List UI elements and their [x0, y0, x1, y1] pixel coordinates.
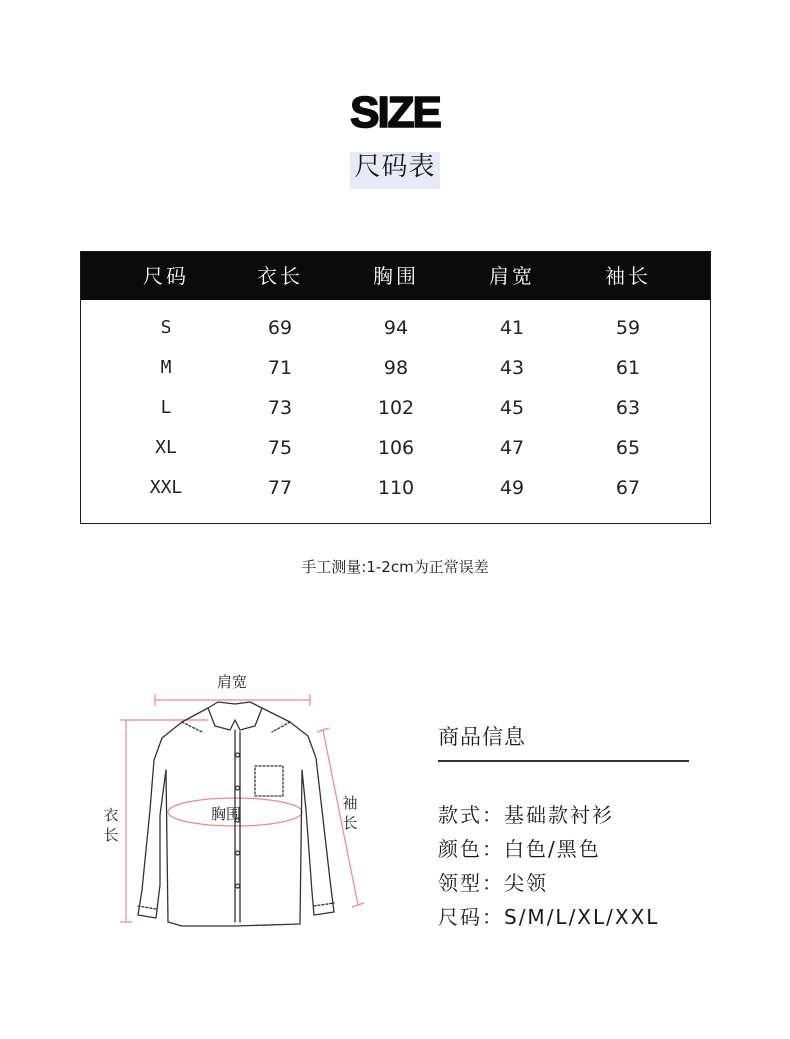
table-cell: XXL — [149, 477, 183, 498]
column-header-size: 尺码 — [143, 264, 189, 288]
measure-guides — [120, 694, 364, 922]
product-info-title: 商品信息 — [438, 725, 526, 749]
table-row — [81, 388, 710, 428]
table-cell: 73 — [267, 397, 293, 419]
info-sizes: 尺码：S/M/L/XL/XXL — [438, 905, 660, 929]
table-cell: 63 — [615, 397, 641, 419]
table-cell: 102 — [377, 397, 415, 419]
chest-label: 胸围 — [211, 805, 242, 823]
table-cell: S — [160, 317, 172, 338]
table-cell: 43 — [499, 357, 525, 379]
table-cell: 69 — [267, 317, 293, 339]
table-cell: 67 — [615, 477, 641, 499]
size-chart-subtitle: 尺码表 — [350, 144, 439, 189]
size-title: SIZE — [350, 88, 440, 137]
table-cell: 49 — [499, 477, 525, 499]
table-cell: 94 — [383, 317, 409, 339]
table-row — [81, 348, 710, 388]
column-header-sleeve: 袖长 — [605, 264, 651, 288]
column-header-length: 衣长 — [257, 264, 303, 288]
table-cell: 65 — [615, 437, 641, 459]
column-header-chest: 胸围 — [373, 264, 419, 288]
length-label-text: 衣长 — [103, 806, 119, 844]
info-collar: 领型：尖领 — [438, 871, 548, 895]
table-cell: 77 — [267, 477, 293, 499]
size-table-header — [81, 252, 710, 300]
table-row — [81, 468, 710, 508]
column-header-shoulder: 肩宽 — [489, 264, 535, 288]
table-cell: 106 — [377, 437, 415, 459]
table-cell: 75 — [267, 437, 293, 459]
sleeve-label — [342, 793, 358, 833]
table-cell: XL — [155, 437, 177, 458]
measurement-note: 手工测量:1-2cm为正常误差 — [301, 558, 489, 576]
table-cell: 61 — [615, 357, 641, 379]
table-cell: 47 — [499, 437, 525, 459]
table-cell: 45 — [499, 397, 525, 419]
table-cell: 59 — [615, 317, 641, 339]
table-cell: L — [160, 397, 172, 418]
shoulder-width-label: 肩宽 — [217, 673, 248, 691]
length-label — [103, 805, 119, 845]
sleeve-label-text: 袖长 — [342, 794, 358, 832]
table-cell: M — [160, 357, 172, 378]
info-color: 颜色：白色/黑色 — [438, 837, 601, 861]
table-row — [81, 308, 710, 348]
divider — [438, 760, 689, 762]
table-row — [81, 428, 710, 468]
info-style: 款式：基础款衬衫 — [438, 803, 614, 827]
table-cell: 98 — [383, 357, 409, 379]
subtitle-wrap — [0, 144, 790, 189]
table-cell: 110 — [377, 477, 415, 499]
table-cell: 41 — [499, 317, 525, 339]
table-cell: 71 — [267, 357, 293, 379]
size-table — [80, 251, 711, 524]
